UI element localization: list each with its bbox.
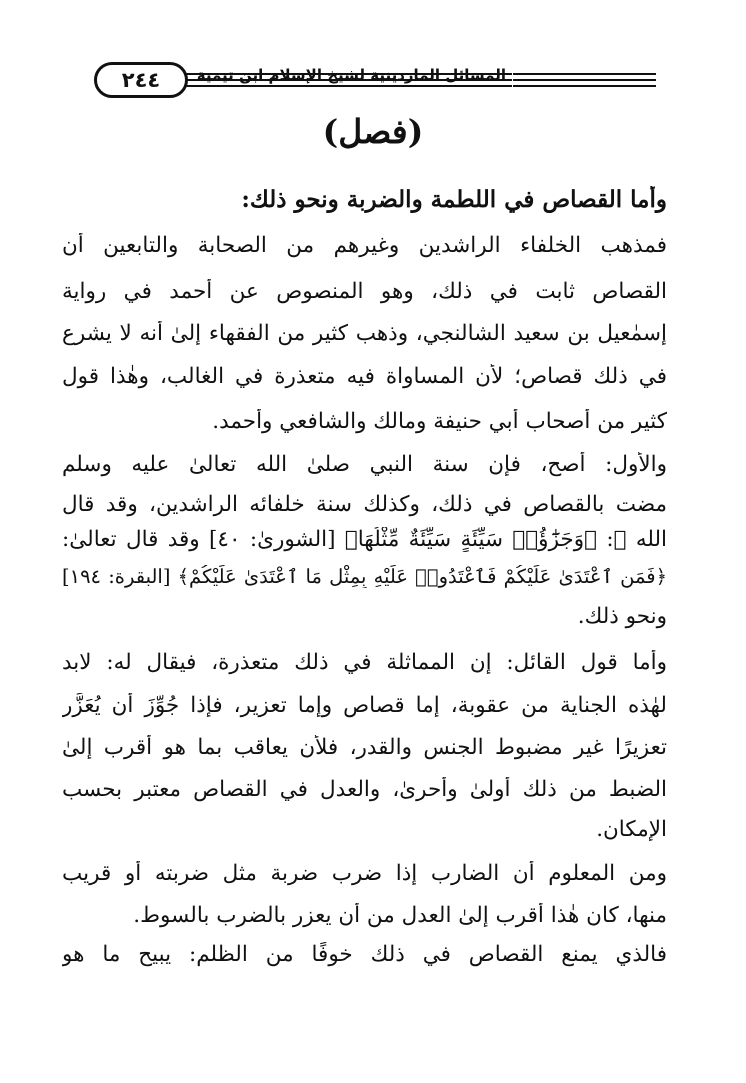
page-number: ٢٤٤ bbox=[94, 62, 188, 98]
text-line: فالذي يمنع القصاص في ذلك خوفًا من الظلم: يبيح ما هو bbox=[62, 942, 667, 967]
header-gap bbox=[512, 66, 513, 94]
page-header bbox=[94, 58, 656, 102]
text-line: القصاص ثابت في ذلك، وهو المنصوص عن أحمد في رواية bbox=[62, 279, 667, 304]
text-line: في ذلك قصاص؛ لأن المساواة فيه متعذرة في الغالب، وهٰذا قول bbox=[62, 364, 667, 389]
paragraph-heading: وأما القصاص في اللطمة والضربة ونحو ذلك: bbox=[241, 186, 667, 213]
text-line: ومن المعلوم أن الضارب إذا ضرب ضربة مثل ضربته أو قريب bbox=[62, 861, 667, 886]
text-line: منها، كان هٰذا أقرب إلىٰ العدل من أن يعزر بالضرب بالسوط. bbox=[133, 903, 667, 928]
text-line-quran: ﴿فَمَنِ ٱعْتَدَىٰ عَلَيْكُمْ فَٱعْتَدُوا۟ عَلَيْهِ بِمِثْلِ مَا ٱعْتَدَىٰ عَلَيْكُمْ﴾ [البقرة: ١٩٤] bbox=[62, 565, 667, 588]
text-line: ونحو ذلك. bbox=[577, 604, 667, 629]
header-title: المسائل الماردينية لشيخ الإسلام ابن تيمية bbox=[196, 66, 506, 84]
text-line: إسمٰعيل بن سعيد الشالنجي، وذهب كثير من الفقهاء إلىٰ أنه لا يشرع bbox=[62, 321, 667, 346]
text-line: تعزيرًا غير مضبوط الجنس والقدر، فلأن يعاقب بما هو أقرب إلىٰ bbox=[62, 735, 667, 760]
text-line: والأول: أصح، فإن سنة النبي صلىٰ الله تعالىٰ عليه وسلم bbox=[62, 452, 667, 477]
text-line: لهٰذه الجناية من عقوبة، إما قصاص وإما تعزير، فإذا جُوِّزَ أن يُعَزَّر bbox=[62, 693, 667, 718]
text-line: الضبط من ذلك أولىٰ وأحرىٰ، والعدل في القصاص معتبر بحسب bbox=[62, 777, 667, 802]
header-rule-bottom bbox=[182, 85, 656, 87]
text-line: فمذهب الخلفاء الراشدين وغيرهم من الصحابة والتابعين أن bbox=[62, 233, 667, 258]
text-line: كثير من أصحاب أبي حنيفة ومالك والشافعي وأحمد. bbox=[212, 409, 667, 434]
text-line: وأما قول القائل: إن المماثلة في ذلك متعذرة، فيقال له: لابد bbox=[62, 650, 667, 675]
text-line-quran: الله ﷻ: ﴿وَجَزَٰٓؤُا۟ سَيِّئَةٍ سَيِّئَةٌ مِّثْلُهَا﴾ [الشورىٰ: ٤٠] وقد قال تعالىٰ: bbox=[62, 527, 667, 552]
text-line: الإمكان. bbox=[596, 817, 667, 842]
section-title: (فصل) bbox=[322, 112, 424, 151]
text-line: مضت بالقصاص في ذلك، وكذلك سنة خلفائه الراشدين، وقد قال bbox=[62, 492, 667, 517]
